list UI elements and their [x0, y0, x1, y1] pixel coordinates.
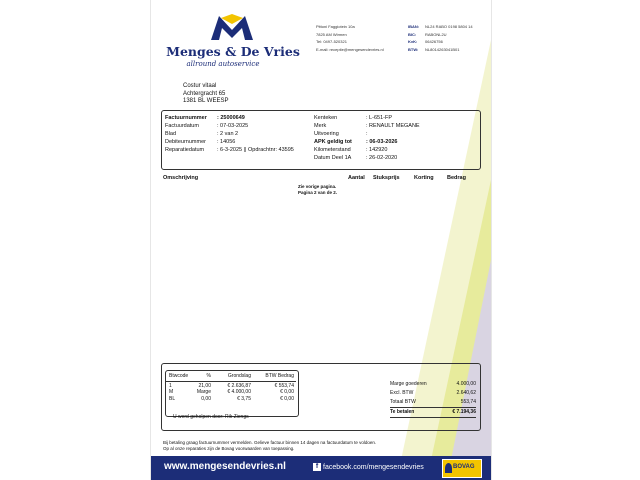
total-value: 2.640,62 — [456, 390, 476, 396]
grand-total-label: Te betalen — [390, 409, 415, 415]
totals-box — [161, 363, 481, 431]
vat-table-cell: € 0,00 — [280, 389, 294, 395]
vehicle-field-value: : — [366, 131, 368, 137]
page-note-line: Pagina 2 van de 2. — [298, 190, 338, 195]
customer-street: Achtergracht 65 — [183, 90, 226, 97]
total-label: Marge goederen — [390, 381, 427, 387]
vehicle-field-label: Kenteken — [314, 115, 338, 121]
invoice-field-label: Factuurdatum — [165, 123, 199, 129]
vehicle-field-label: Kilometerstand — [314, 147, 351, 153]
bovag-logo — [442, 459, 482, 478]
invoice-field-row — [165, 146, 294, 154]
bank-value: NL24 RABO 0198 5804 14 — [425, 24, 473, 29]
invoice-field-value: : 2 van 2 — [217, 131, 239, 137]
invoice-field-label: Debiteurnummer — [165, 139, 206, 145]
payment-terms — [163, 440, 483, 452]
company-address — [316, 23, 384, 53]
payment-terms-line: Op al onze reparaties zijn de Bovag voorwaarden van toepassing. — [163, 446, 295, 451]
vat-table-cell: € 2.636,87 — [227, 382, 251, 389]
facebook-icon: f — [313, 463, 321, 471]
invoice-field-value: : 07-03-2025 — [217, 123, 249, 129]
total-row — [390, 380, 476, 389]
vehicle-field-value: : L-651-FP — [366, 115, 392, 121]
invoice-field-label: Blad — [165, 131, 177, 137]
vat-table-heading: Btwcode — [169, 373, 189, 379]
column-korting: Korting — [414, 175, 434, 181]
vat-table-row — [169, 396, 299, 403]
customer-city: 1381 BL WEESP — [183, 98, 229, 104]
bank-label: IBAN: — [408, 24, 420, 29]
invoice-field-row — [165, 130, 294, 138]
served-by: U werd geholpen door: Rik Ziengs — [173, 414, 249, 420]
vehicle-field-value: : 142920 — [366, 147, 388, 153]
invoice-details-left — [165, 114, 294, 154]
payment-terms-line: Bij betaling graag factuurnummer vermelden. Gelieve factuur binnen 14 dagen na factuurdatum te voldoen. — [163, 440, 377, 445]
total-label: Totaal BTW — [390, 399, 416, 405]
vehicle-field-row — [314, 146, 420, 154]
vat-table-cell: 21,00 — [198, 382, 211, 389]
vat-table-cell: € 0,00 — [280, 395, 294, 402]
vehicle-field-value: : 26-02-2020 — [366, 155, 398, 161]
customer-name: Costur vitaal — [183, 83, 217, 89]
vat-table-cell: M — [169, 389, 174, 395]
vehicle-details — [314, 114, 420, 162]
grand-total-row — [390, 407, 476, 418]
vat-table-cell: 1 — [169, 382, 172, 389]
facebook-text: facebook.com/mengesendevries — [323, 463, 424, 471]
address-line: E-mail: receptie@mengesendevries.nl — [316, 46, 384, 52]
page-note — [298, 184, 337, 196]
bovag-mark-icon — [445, 463, 452, 473]
website-link[interactable]: www.mengesendevries.nl — [164, 461, 286, 472]
invoice-field-row — [165, 122, 294, 130]
vat-summary-box — [165, 370, 299, 420]
total-label: Excl. BTW — [390, 390, 414, 396]
address-line: 7825 AM Wirmen — [316, 31, 347, 37]
vat-table-cell: € 553,74 — [274, 382, 294, 389]
logo-mark-icon — [209, 12, 255, 42]
invoice-field-row — [165, 114, 294, 122]
total-value: 553,74 — [460, 399, 476, 405]
vehicle-field-row — [314, 154, 420, 162]
invoice-field-value: : 25000649 — [217, 115, 245, 121]
vehicle-field-label: Merk — [314, 123, 327, 129]
vehicle-field-label: Uitvoering — [314, 131, 339, 137]
vehicle-field-row — [314, 122, 420, 130]
total-row — [390, 398, 476, 407]
page-note-line: Zie vorige pagina. — [298, 184, 337, 189]
total-value: 4.000,00 — [456, 381, 476, 387]
vat-table-heading: Grondslag — [227, 373, 251, 379]
address-line: Pittoni Faggiotein 10a — [316, 24, 355, 29]
vat-table-header — [169, 373, 299, 380]
vehicle-field-label: Datum Deel 1A — [314, 155, 352, 161]
vat-table-cell: Marge — [196, 389, 211, 395]
vehicle-field-row — [314, 138, 420, 146]
divider — [166, 381, 296, 382]
bank-label: KvK: — [408, 39, 418, 44]
column-stuksprijs: Stuksprijs — [373, 175, 400, 181]
vehicle-field-row — [314, 114, 420, 122]
bank-label: BTW: — [408, 46, 419, 52]
column-bedrag: Bedrag — [447, 175, 466, 181]
column-aantal: Aantal — [348, 175, 365, 181]
grand-total-value: € 7.194,36 — [452, 409, 476, 415]
bank-value: RABONL2U — [425, 31, 447, 37]
column-omschrijving: Omschrijving — [163, 175, 199, 181]
vehicle-field-value: : 06-03-2026 — [366, 139, 398, 145]
invoice-field-label: Factuurnummer — [165, 115, 207, 121]
facebook-link[interactable] — [313, 463, 424, 471]
invoice-field-value: : 14056 — [217, 139, 236, 145]
customer-address — [183, 83, 228, 106]
vat-table-cell: 0,00 — [201, 395, 211, 402]
vat-table-heading: BTW Bedrag — [265, 373, 294, 379]
company-tagline: allround autoservice — [186, 60, 260, 68]
vehicle-field-label: APK geldig tot — [314, 139, 352, 145]
vehicle-field-row — [314, 130, 420, 138]
invoice-page — [150, 0, 492, 480]
invoice-field-label: Reparatiedatum — [165, 147, 205, 153]
bovag-label: BOVAG — [453, 464, 475, 470]
company-name: Menges & De Vries — [166, 44, 300, 59]
vat-table-cell: € 3,75 — [237, 395, 251, 402]
totals-summary — [390, 380, 476, 418]
invoice-field-row — [165, 138, 294, 146]
vat-table — [169, 373, 299, 402]
total-row — [390, 389, 476, 398]
invoice-details-box — [161, 110, 481, 170]
bank-label: BIC: — [408, 31, 417, 37]
vat-table-cell: € 4.000,00 — [227, 389, 251, 395]
vat-table-cell: BL — [169, 395, 176, 402]
bank-value: 06426756 — [425, 39, 443, 44]
invoice-field-value: : 6-3-2025 || Opdrachtnr: 43595 — [217, 147, 294, 153]
address-line: Tel: 0497-520321 — [316, 39, 347, 44]
vehicle-field-value: : RENAULT MEGANE — [366, 123, 420, 129]
vat-table-heading: % — [206, 373, 211, 379]
footer-bar — [151, 456, 491, 480]
company-bank-details — [408, 23, 473, 53]
bank-value: NL8014263041B01 — [425, 46, 460, 52]
